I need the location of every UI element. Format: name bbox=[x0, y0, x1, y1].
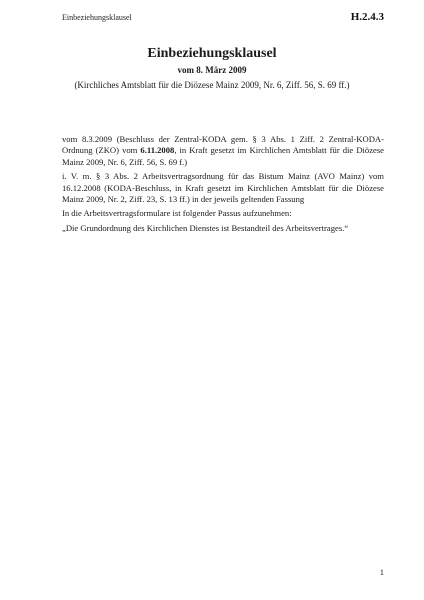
paragraph-instruction: In die Arbeitsvertragsformulare ist folgender Passus aufzunehmen: bbox=[62, 208, 292, 219]
paragraph-resolution-text-1: vom 8.3.2009 (Beschluss der Zentral-KODA gem. § 3 Abs. 1 Ziff. 2 Zentral-KODA-Ordnung (ZKO) vom bbox=[62, 134, 384, 156]
document-title: Einbeziehungsklausel bbox=[147, 46, 277, 61]
running-header-title: Einbeziehungsklausel bbox=[62, 13, 132, 22]
paragraph-resolution-date-bold: 6.11.2008 bbox=[140, 145, 175, 156]
section-code: H.2.4.3 bbox=[350, 11, 384, 23]
paragraph-resolution-text-2: , in Kraft gesetzt im Kirchlichen Amtsblatt für die Diözese Mainz 2009, Nr. 6, Ziff. 56, S. 69 f.) bbox=[62, 145, 384, 167]
body-text bbox=[62, 134, 384, 237]
page-number: 1 bbox=[379, 567, 384, 577]
paragraph-clause-quote: „Die Grundordnung des Kirchlichen Dienstes ist Bestandteil des Arbeitsvertrages.“ bbox=[62, 222, 349, 233]
document-source: (Kirchliches Amtsblatt für die Diözese Mainz 2009, Nr. 6, Ziff. 56, S. 69 ff.) bbox=[74, 80, 350, 90]
document-date: vom 8. März 2009 bbox=[177, 65, 247, 75]
paragraph-resolution bbox=[62, 134, 384, 168]
paragraph-avo-reference: i. V. m. § 3 Abs. 2 Arbeitsvertragsordnung für das Bistum Mainz (AVO Mainz) vom 16.12.2008 (KODA-Beschluss, in Kraft gesetzt im Kirchlichen Amtsblatt für die Diözese Mainz 2009, Nr. 2, Ziff. 23, S. 13 ff.) in der jeweils geltenden Fassung bbox=[62, 171, 384, 205]
title-block bbox=[40, 46, 384, 91]
